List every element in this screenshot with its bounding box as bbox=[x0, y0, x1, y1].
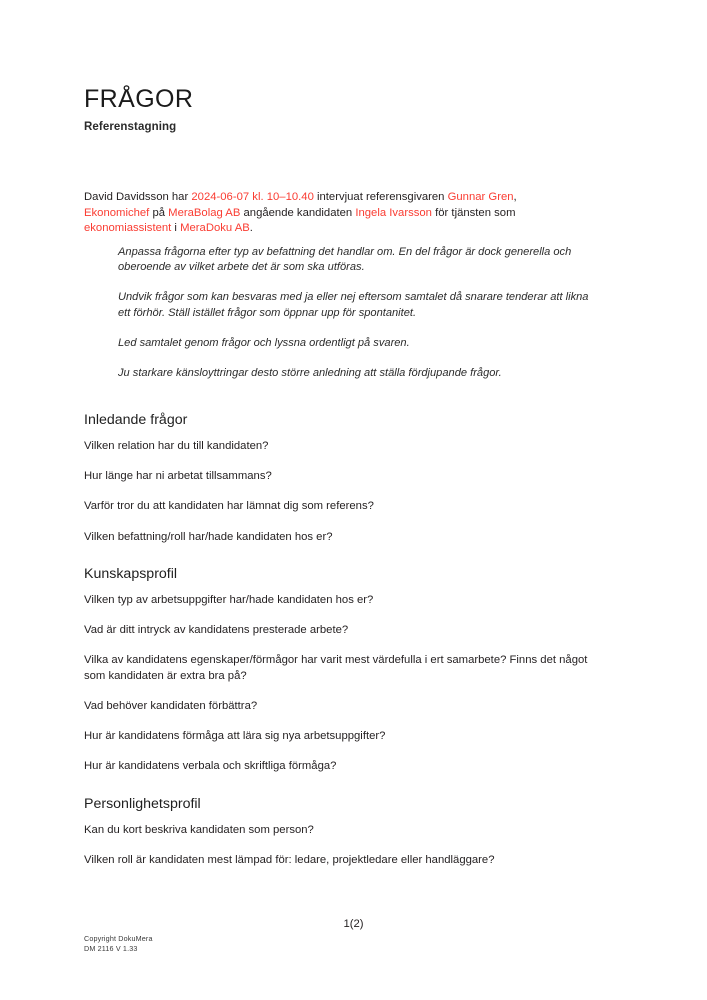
intro-field-value: Ingela Ivarsson bbox=[355, 206, 432, 219]
question-item: Vad behöver kandidaten förbättra? bbox=[84, 699, 258, 712]
intro-field-value: MeraDoku AB bbox=[180, 221, 250, 234]
document-header bbox=[84, 86, 624, 133]
question-item: Kan du kort beskriva kandidaten som person? bbox=[84, 823, 314, 836]
question-section bbox=[84, 412, 604, 545]
page-number: 1(2) bbox=[343, 918, 364, 930]
section-heading: Kunskapsprofil bbox=[84, 565, 178, 582]
intro-static-text: David Davidsson har bbox=[84, 191, 192, 204]
question-item: Varför tror du att kandidaten har lämnat dig som referens? bbox=[84, 500, 374, 513]
intro-field-value: Ekonomichef bbox=[84, 206, 150, 219]
intro-static-text: . bbox=[249, 221, 253, 234]
intro-field-value: MeraBolag AB bbox=[168, 206, 241, 219]
guidance-paragraph: Anpassa frågorna efter typ av befattning det handlar om. En del frågor är dock generella och oberoende av vilket arbete det är som ska utföras. bbox=[118, 246, 572, 274]
intro-static-text: för tjänsten som bbox=[431, 206, 516, 219]
footer-copyright-line: Copyright DokuMera bbox=[84, 934, 153, 943]
page-title: FRÅGOR bbox=[84, 85, 194, 113]
page-subtitle: Referenstagning bbox=[84, 120, 177, 133]
question-item: Vilken roll är kandidaten mest lämpad för: ledare, projektledare eller handläggare? bbox=[84, 853, 495, 866]
question-item: Vilka av kandidatens egenskaper/förmågor har varit mest värdefulla i ert samarbete? Finns det något som kandidaten är extra bra på? bbox=[84, 654, 588, 682]
question-sections bbox=[84, 412, 604, 868]
intro-static-text: angående kandidaten bbox=[240, 206, 356, 219]
footer-copyright bbox=[84, 934, 153, 954]
guidance-paragraph: Ju starkare känsloyttringar desto större anledning att ställa fördjupande frågor. bbox=[118, 367, 502, 380]
guidance-paragraph: Led samtalet genom frågor och lyssna ordentligt på svaren. bbox=[118, 336, 410, 349]
section-heading: Inledande frågor bbox=[84, 412, 188, 428]
intro-paragraph bbox=[84, 190, 570, 236]
intro-field-value: ekonomiassistent bbox=[84, 221, 172, 234]
question-item: Hur länge har ni arbetat tillsammans? bbox=[84, 470, 272, 483]
intro-static-text: intervjuat referensgivaren bbox=[313, 191, 448, 204]
footer-document-code: DM 2116 V 1.33 bbox=[84, 944, 138, 954]
guidance-paragraph: Undvik frågor som kan besvaras med ja eller nej eftersom samtalet då snarare tenderar att likna ett förhör. Ställ istället frågor som öppnar upp för spontanitet. bbox=[118, 291, 589, 319]
question-item: Vad är ditt intryck av kandidatens presterade arbete? bbox=[84, 623, 349, 636]
section-heading: Personlighetsprofil bbox=[84, 795, 201, 812]
intro-static-text: på bbox=[149, 206, 169, 219]
question-item: Vilken typ av arbetsuppgifter har/hade kandidaten hos er? bbox=[84, 593, 374, 606]
guidance-block bbox=[118, 245, 598, 381]
question-item: Hur är kandidatens förmåga att lära sig nya arbetsuppgifter? bbox=[84, 730, 386, 743]
question-section bbox=[84, 566, 604, 775]
question-item: Hur är kandidatens verbala och skriftliga förmåga? bbox=[84, 760, 337, 773]
intro-static-text: , bbox=[513, 191, 517, 204]
intro-static-text: i bbox=[171, 221, 181, 234]
intro-field-value: 2024-06-07 kl. 10–10.40 bbox=[191, 191, 314, 204]
question-item: Vilken befattning/roll har/hade kandidaten hos er? bbox=[84, 530, 333, 543]
question-section bbox=[84, 796, 604, 868]
question-item: Vilken relation har du till kandidaten? bbox=[84, 439, 269, 452]
intro-field-value: Gunnar Gren bbox=[447, 191, 514, 204]
